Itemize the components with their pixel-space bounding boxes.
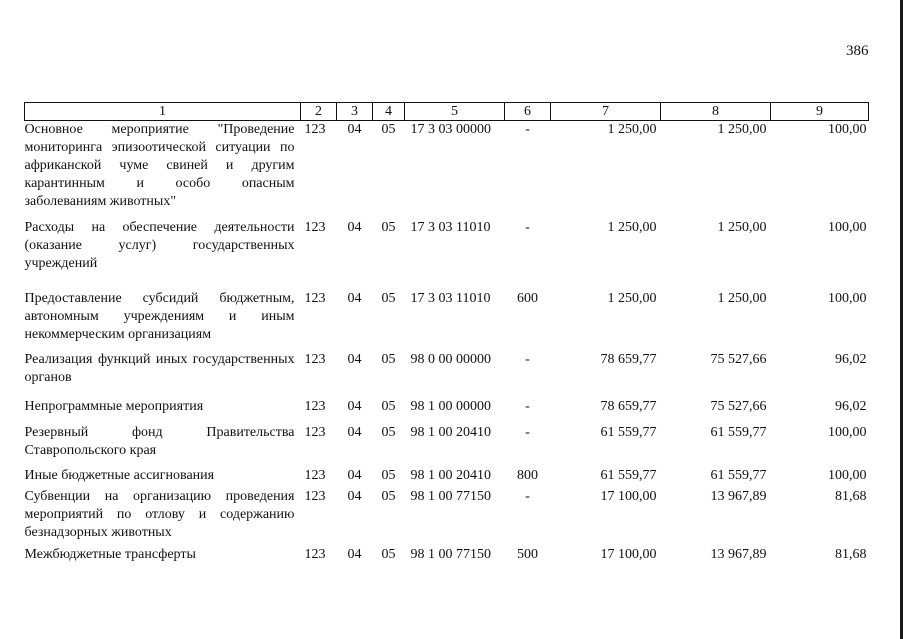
cell-target-article: 17 3 03 11010 bbox=[410, 219, 491, 235]
col-header-9: 9 bbox=[771, 103, 869, 121]
col-header-6: 6 bbox=[505, 103, 551, 121]
cell-col8: 61 559,77 bbox=[710, 424, 767, 440]
cell-target-article: 17 3 03 00000 bbox=[410, 122, 491, 137]
budget-table bbox=[24, 102, 869, 568]
cell-target-article: 98 1 00 20410 bbox=[410, 467, 491, 483]
cell-col8: 1 250,00 bbox=[717, 290, 767, 306]
cell-expense-type: - bbox=[525, 398, 530, 414]
cell-expense-type: - bbox=[525, 424, 530, 440]
cell-col9: 100,00 bbox=[828, 290, 867, 306]
cell-target-article: 98 1 00 20410 bbox=[410, 424, 491, 440]
cell-col9: 100,00 bbox=[828, 467, 867, 483]
cell-ministry: 123 bbox=[304, 122, 326, 137]
cell-col9: 96,02 bbox=[835, 398, 867, 414]
cell-ministry: 123 bbox=[304, 424, 326, 440]
col-header-7: 7 bbox=[551, 103, 661, 121]
cell-section: 04 bbox=[347, 219, 362, 235]
cell-col7: 61 559,77 bbox=[600, 467, 657, 483]
cell-expense-type: - bbox=[525, 122, 530, 137]
cell-subsection: 05 bbox=[381, 122, 396, 137]
table-row bbox=[25, 121, 869, 219]
cell-expense-type: - bbox=[525, 351, 530, 367]
cell-col7: 61 559,77 bbox=[600, 424, 657, 440]
table-row bbox=[25, 546, 869, 568]
cell-subsection: 05 bbox=[381, 546, 396, 562]
row-name: Резервный фонд Правительства Ставропольского края bbox=[24, 424, 295, 458]
cell-col7: 1 250,00 bbox=[607, 290, 657, 306]
cell-section: 04 bbox=[347, 398, 362, 414]
col-header-2: 2 bbox=[301, 103, 337, 121]
cell-section: 04 bbox=[347, 424, 362, 440]
cell-section: 04 bbox=[347, 546, 362, 562]
cell-section: 04 bbox=[347, 467, 362, 483]
cell-col8: 13 967,89 bbox=[710, 488, 767, 504]
row-name: Расходы на обеспечение деятельности (оказание услуг) государственных учреждений bbox=[24, 219, 295, 271]
col-header-8: 8 bbox=[661, 103, 771, 121]
col-header-4: 4 bbox=[373, 103, 405, 121]
cell-col9: 81,68 bbox=[835, 546, 867, 562]
table-row bbox=[25, 219, 869, 290]
cell-expense-type: - bbox=[525, 219, 530, 235]
cell-expense-type: - bbox=[525, 488, 530, 504]
cell-subsection: 05 bbox=[381, 424, 396, 440]
cell-col7: 17 100,00 bbox=[600, 488, 657, 504]
row-name: Субвенции на организацию проведения мероприятий по отлову и содержанию безнадзорных животных bbox=[24, 488, 295, 540]
cell-col8: 13 967,89 bbox=[710, 546, 767, 562]
cell-col9: 81,68 bbox=[835, 488, 867, 504]
cell-col7: 78 659,77 bbox=[600, 398, 657, 414]
col-header-1: 1 bbox=[25, 103, 301, 121]
row-name: Предоставление субсидий бюджетным, автономным учреждениям и иным некоммерческим организациям bbox=[24, 290, 295, 342]
cell-section: 04 bbox=[347, 290, 362, 306]
cell-subsection: 05 bbox=[381, 351, 396, 367]
cell-subsection: 05 bbox=[381, 398, 396, 414]
row-name: Основное мероприятие "Проведение мониторинга эпизоотической ситуации по африканской чуме свиней и другим карантинным и особо опасным заболеваниям животных" bbox=[24, 122, 295, 209]
table-row bbox=[25, 424, 869, 467]
cell-target-article: 98 0 00 00000 bbox=[410, 351, 491, 367]
cell-col8: 1 250,00 bbox=[717, 219, 767, 235]
cell-col7: 1 250,00 bbox=[607, 122, 657, 137]
cell-subsection: 05 bbox=[381, 219, 396, 235]
cell-ministry: 123 bbox=[304, 398, 326, 414]
cell-ministry: 123 bbox=[304, 351, 326, 367]
cell-ministry: 123 bbox=[304, 467, 326, 483]
page-number: 386 bbox=[846, 43, 869, 59]
table-row bbox=[25, 467, 869, 488]
cell-section: 04 bbox=[347, 351, 362, 367]
cell-col7: 78 659,77 bbox=[600, 351, 657, 367]
cell-col8: 75 527,66 bbox=[710, 398, 767, 414]
table-row bbox=[25, 398, 869, 424]
cell-col8: 75 527,66 bbox=[710, 351, 767, 367]
cell-col9: 100,00 bbox=[828, 122, 867, 137]
table-row bbox=[25, 488, 869, 546]
table-row bbox=[25, 351, 869, 398]
row-name: Межбюджетные трансферты bbox=[24, 546, 196, 562]
cell-ministry: 123 bbox=[304, 219, 326, 235]
col-header-5: 5 bbox=[405, 103, 505, 121]
cell-expense-type: 500 bbox=[517, 546, 538, 562]
cell-expense-type: 800 bbox=[517, 467, 538, 483]
row-name: Реализация функций иных государственных органов bbox=[24, 351, 295, 385]
cell-target-article: 98 1 00 00000 bbox=[410, 398, 491, 414]
cell-col7: 17 100,00 bbox=[600, 546, 657, 562]
cell-target-article: 17 3 03 11010 bbox=[410, 290, 491, 306]
cell-ministry: 123 bbox=[304, 290, 326, 306]
cell-subsection: 05 bbox=[381, 488, 396, 504]
cell-subsection: 05 bbox=[381, 290, 396, 306]
row-name: Иные бюджетные ассигнования bbox=[24, 467, 215, 483]
cell-col9: 100,00 bbox=[828, 424, 867, 440]
cell-section: 04 bbox=[347, 488, 362, 504]
cell-expense-type: 600 bbox=[517, 290, 538, 306]
table-row bbox=[25, 290, 869, 351]
row-name: Непрограммные мероприятия bbox=[24, 398, 204, 414]
col-header-3: 3 bbox=[337, 103, 373, 121]
header-row bbox=[25, 103, 869, 121]
cell-col9: 96,02 bbox=[835, 351, 867, 367]
cell-target-article: 98 1 00 77150 bbox=[410, 546, 491, 562]
cell-col7: 1 250,00 bbox=[607, 219, 657, 235]
cell-col8: 1 250,00 bbox=[717, 122, 767, 137]
cell-col9: 100,00 bbox=[828, 219, 867, 235]
cell-section: 04 bbox=[347, 122, 362, 137]
cell-target-article: 98 1 00 77150 bbox=[410, 488, 491, 504]
cell-ministry: 123 bbox=[304, 546, 326, 562]
cell-subsection: 05 bbox=[381, 467, 396, 483]
cell-ministry: 123 bbox=[304, 488, 326, 504]
cell-col8: 61 559,77 bbox=[710, 467, 767, 483]
